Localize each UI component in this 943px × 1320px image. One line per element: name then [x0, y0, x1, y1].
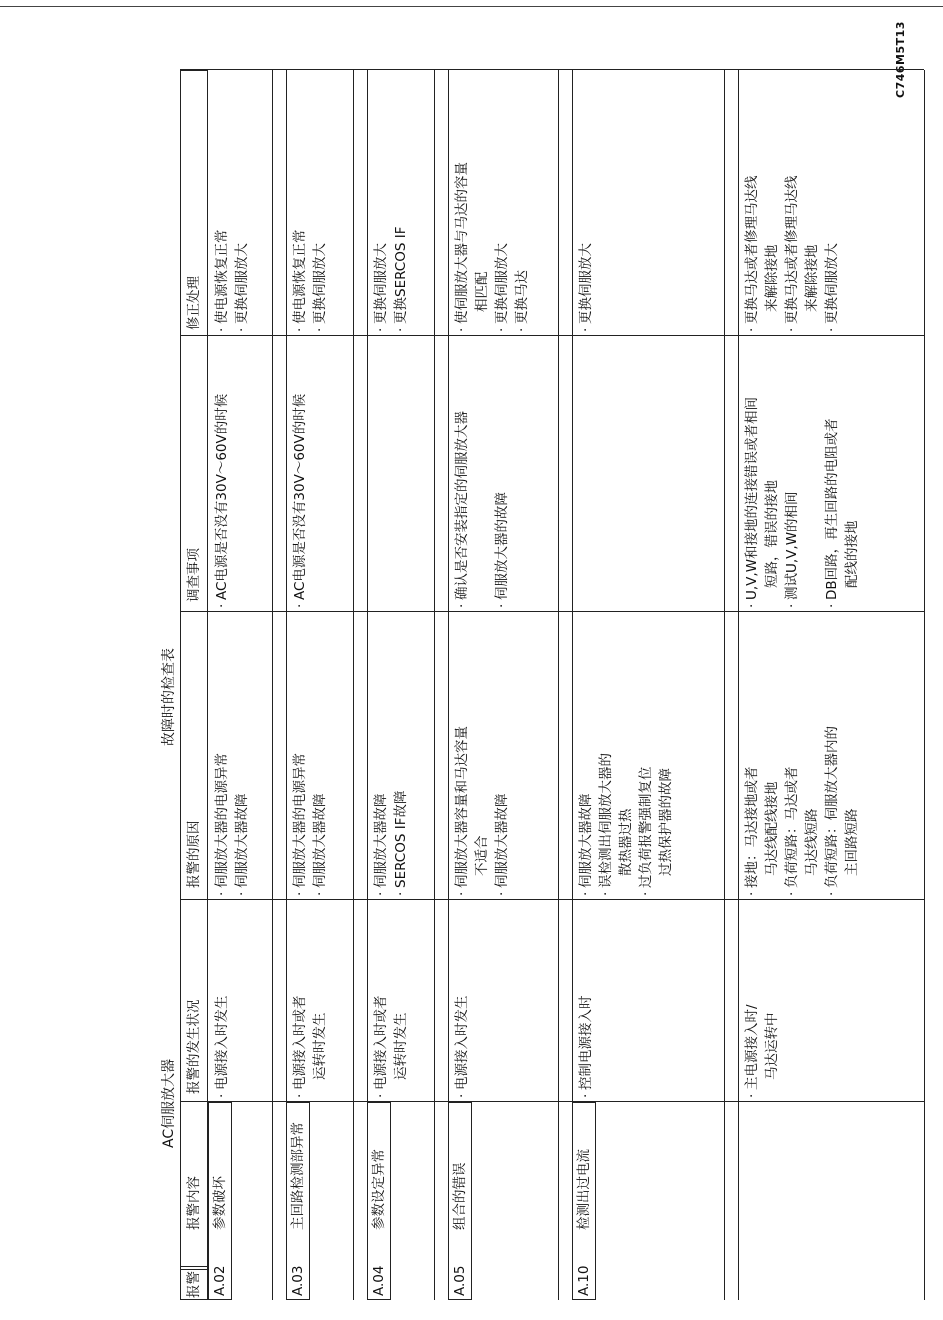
fix-text: 使电源恢复正常 — [292, 229, 308, 324]
fix-text: 来解除接地 — [764, 244, 780, 312]
check-text: AC电源是否没有30V～60V的时候 — [292, 393, 308, 600]
alarm-content: 主回路检测部异常 — [290, 1122, 306, 1230]
bullet: · — [292, 1093, 308, 1098]
col-rule — [180, 611, 924, 612]
situation-text: 电源接入时发生 — [214, 995, 230, 1090]
fix-text: 更换伺服放大 — [373, 243, 389, 324]
situation-text: 电源接入时发生 — [454, 995, 470, 1090]
bullet: · — [744, 891, 760, 896]
cause-text: 伺服放大器的电源异常 — [214, 753, 230, 888]
alarm-code: A.10 — [576, 1265, 592, 1296]
bullet: · — [312, 327, 328, 332]
row-rule — [924, 70, 925, 1300]
bullet: · — [312, 891, 328, 896]
cause-text: 负荷短路：马达或者 — [784, 766, 800, 888]
bullet: · — [214, 1093, 230, 1098]
cause-text: 伺服放大器故障 — [494, 793, 510, 888]
alarm-content: 组合的错误 — [452, 1162, 468, 1230]
row-rule — [558, 70, 559, 1300]
check-text: 测试U,V,W的相间 — [784, 491, 800, 600]
section-title: AC伺服放大器 — [161, 1058, 177, 1148]
bullet: · — [214, 327, 230, 332]
bullet: · — [638, 891, 654, 896]
bullet: · — [824, 603, 840, 608]
alarm-code: A.05 — [452, 1265, 468, 1296]
row-rule — [353, 70, 354, 1300]
check-text: 短路，错误的接地 — [764, 480, 780, 588]
fix-text: 更换伺服放大 — [234, 243, 250, 324]
alarm-code: A.04 — [371, 1265, 387, 1296]
bullet: · — [214, 891, 230, 896]
cause-text: 误检测出伺服放大器的 — [598, 753, 614, 888]
header-divider — [180, 1269, 208, 1270]
bullet: · — [494, 603, 510, 608]
cause-text: 伺服放大器容量和马达容量 — [454, 726, 470, 888]
bullet: · — [393, 891, 409, 896]
alarm-content: 参数破坏 — [212, 1176, 228, 1230]
cause-text: 马达线短路 — [804, 808, 820, 876]
situation-text: 运转时发生 — [393, 1012, 409, 1080]
bullet: · — [744, 603, 760, 608]
bullet: · — [454, 1093, 470, 1098]
bullet: · — [578, 327, 594, 332]
bullet: · — [514, 327, 530, 332]
situation-text: 马达运转中 — [764, 1012, 780, 1080]
bullet: · — [373, 891, 389, 896]
cause-text: 马达线配线接地 — [764, 781, 780, 876]
situation-text: 电源接入时或者 — [373, 995, 389, 1090]
cause-text: 伺服放大器故障 — [312, 793, 328, 888]
bullet: · — [234, 327, 250, 332]
cause-text: 伺服放大器故障 — [578, 793, 594, 888]
page-title: 故障时的检查表 — [161, 648, 177, 746]
col-rule — [180, 335, 924, 336]
bullet: · — [784, 603, 800, 608]
fix-text: 更换伺服放大 — [578, 243, 594, 324]
cause-text: 接地：马达接地或者 — [744, 766, 760, 888]
alarm-code: A.03 — [290, 1265, 306, 1296]
row-rule — [724, 70, 725, 1300]
bullet: · — [292, 891, 308, 896]
bullet: · — [824, 891, 840, 896]
fix-text: 更换马达 — [514, 270, 530, 324]
fix-text: 更换伺服放大 — [824, 243, 840, 324]
cause-text: 负荷短路：伺服放大器内的 — [824, 726, 840, 888]
fix-text: 来解除接地 — [804, 244, 820, 312]
header-alarm: 报警 — [186, 1271, 202, 1298]
bullet: · — [373, 327, 389, 332]
header-row — [180, 70, 208, 1300]
cause-text: SERCOS IF故障 — [393, 790, 409, 888]
bullet: · — [292, 603, 308, 608]
row-rule — [738, 70, 739, 1300]
fix-text: 更换马达或者修理马达线 — [784, 175, 800, 324]
alarm-content: 参数设定异常 — [371, 1149, 387, 1230]
check-text: DB回路，再生回路的电阻或者 — [824, 418, 840, 600]
bullet: · — [234, 891, 250, 896]
bullet: · — [824, 327, 840, 332]
cause-text: 过热保护器的故障 — [658, 768, 674, 876]
cause-text: 主回路短路 — [844, 808, 860, 876]
bullet: · — [784, 891, 800, 896]
header-fix: 修正处理 — [186, 276, 202, 330]
bullet: · — [292, 327, 308, 332]
header-check: 调查事项 — [186, 548, 202, 602]
figure-code: C746M5T13 — [894, 21, 907, 98]
header-situation: 报警的发生状况 — [186, 999, 202, 1094]
bullet: · — [454, 327, 470, 332]
row-rule — [434, 70, 435, 1300]
fix-text: 使电源恢复正常 — [214, 229, 230, 324]
col-rule — [180, 899, 924, 900]
bullet: · — [578, 891, 594, 896]
cause-text: 伺服放大器故障 — [373, 793, 389, 888]
situation-text: 主电源接入时/ — [744, 1004, 760, 1090]
check-text: 伺服放大器的故障 — [494, 492, 510, 600]
cause-text: 不适合 — [474, 835, 490, 876]
bullet: · — [454, 891, 470, 896]
bullet: · — [373, 1093, 389, 1098]
header-divider — [180, 1266, 208, 1267]
bullet: · — [578, 1093, 594, 1098]
cause-text: 伺服放大器故障 — [234, 793, 250, 888]
check-text: AC电源是否没有30V～60V的时候 — [214, 393, 230, 600]
alarm-code: A.02 — [212, 1265, 228, 1296]
bullet: · — [393, 327, 409, 332]
cause-text: 伺服放大器的电源异常 — [292, 753, 308, 888]
check-text: 配线的接地 — [844, 520, 860, 588]
bullet: · — [744, 1093, 760, 1098]
fix-text: 使伺服放大器与马达的容量 — [454, 162, 470, 324]
fix-text: 更换马达或者修理马达线 — [744, 175, 760, 324]
fix-text: 更换SERCOS IF — [393, 226, 409, 324]
fix-text: 相匹配 — [474, 271, 490, 312]
check-text: 确认是否安装指定的伺服放大器 — [454, 411, 470, 600]
bullet: · — [494, 327, 510, 332]
situation-text: 运转时发生 — [312, 1012, 328, 1080]
fix-text: 更换伺服放大 — [312, 243, 328, 324]
header-cause: 报警的原因 — [186, 820, 202, 888]
cause-text: 过负荷报警强制复位 — [638, 766, 654, 888]
situation-text: 电源接入时或者 — [292, 995, 308, 1090]
header-content: 报警内容 — [186, 1176, 202, 1230]
check-text: U,V,W和接地的连接错误或者相间 — [744, 396, 760, 600]
row-rule — [272, 70, 273, 1300]
col-rule — [180, 69, 924, 70]
cause-text: 散热器过热 — [618, 808, 634, 876]
bullet: · — [214, 603, 230, 608]
situation-text: 控制电源接入时 — [578, 995, 594, 1090]
bullet: · — [598, 891, 614, 896]
fix-text: 更换伺服放大 — [494, 243, 510, 324]
bullet: · — [744, 327, 760, 332]
bullet: · — [454, 603, 470, 608]
bullet: · — [784, 327, 800, 332]
bullet: · — [494, 891, 510, 896]
alarm-content: 检测出过电流 — [576, 1149, 592, 1230]
